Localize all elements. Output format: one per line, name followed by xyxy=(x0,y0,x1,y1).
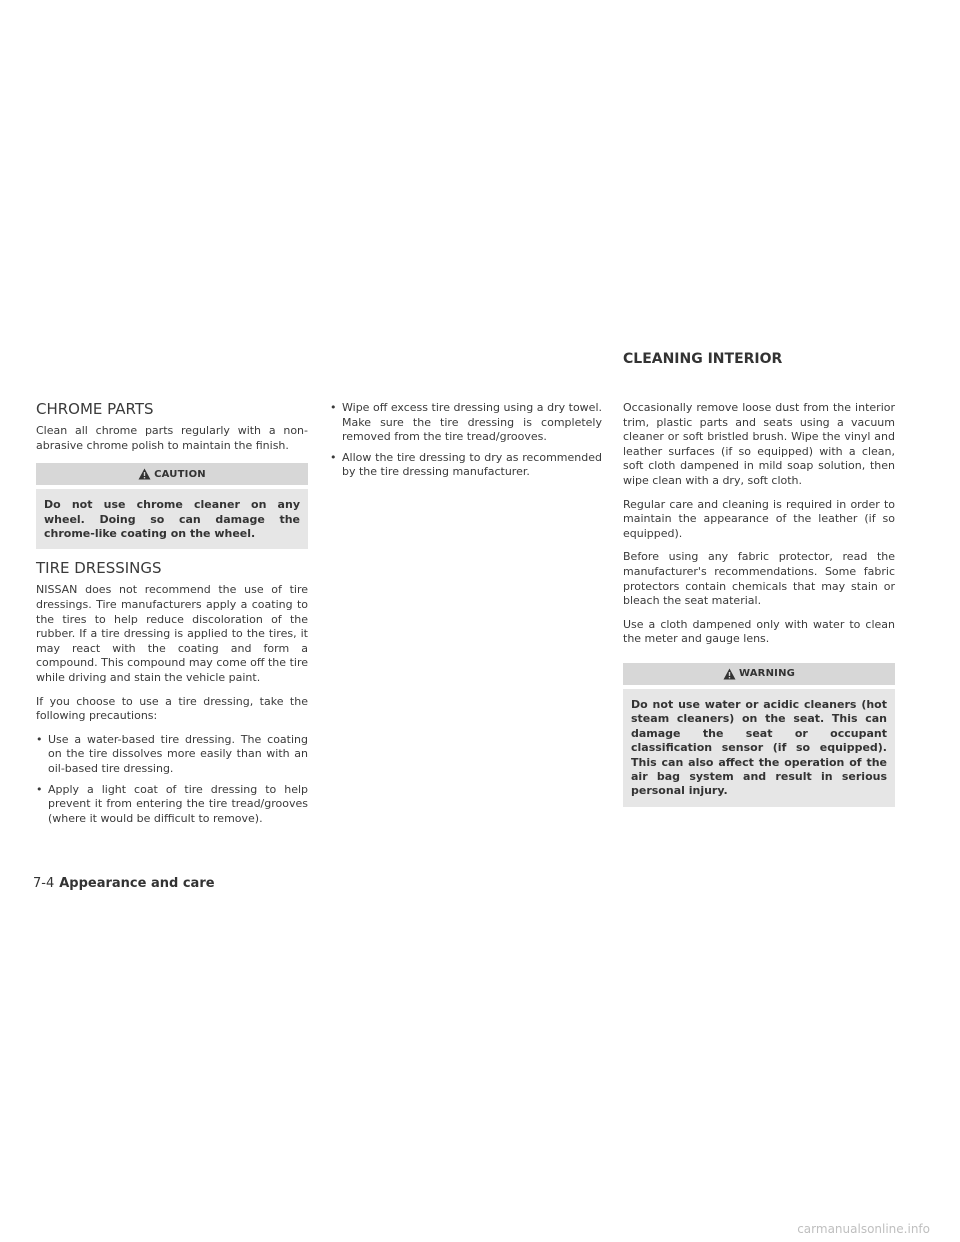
bullet-mark: • xyxy=(36,732,43,746)
warning-box xyxy=(623,663,895,807)
interior-paragraph-1: Occasionally remove loose dust from the interior trim, plastic parts and seats using a vacuum cleaner or soft bristled brush. Wipe the vinyl and leather surfaces (if so equipped) with a clean, soft cloth dampened in mild soap solution, then wipe clean with a dry, soft cloth. xyxy=(623,401,895,487)
warning-triangle-icon xyxy=(138,468,151,480)
interior-paragraph-3: Before using any fabric protector, read the manufacturer's recommendations. Some fabric protectors contain chemicals that may stain or bleach the seat material. xyxy=(623,550,895,608)
warning-text: Do not use water or acidic cleaners (hot steam cleaners) on the seat. This can damage the seat or occupant classification sensor (if so equipped). This can also affect the operation of the air bag system and result in serious personal injury. xyxy=(623,689,895,807)
tire-dressings-paragraph-2: If you choose to use a tire dressing, take the following precautions: xyxy=(36,694,308,723)
interior-paragraph-4: Use a cloth dampened only with water to clean the meter and gauge lens. xyxy=(623,617,895,646)
list-item: • Apply a light coat of tire dressing to help prevent it from entering the tire tread/grooves (where it would be difficult to remove). xyxy=(36,782,308,825)
warning-header xyxy=(623,663,895,685)
column-left xyxy=(36,400,308,832)
tire-dressings-heading: TIRE DRESSINGS xyxy=(36,559,162,578)
column-right xyxy=(623,401,895,817)
interior-paragraph-2: Regular care and cleaning is required in order to maintain the appearance of the leather (if so equipped). xyxy=(623,497,895,540)
caution-label: CAUTION xyxy=(154,468,206,480)
caution-header xyxy=(36,463,308,485)
list-item: • Wipe off excess tire dressing using a dry towel. Make sure the tire dressing is completely removed from the tire tread/grooves. xyxy=(330,401,602,444)
chrome-parts-intro: Clean all chrome parts regularly with a non-abrasive chrome polish to maintain the finish. xyxy=(36,424,308,452)
precautions-list-1 xyxy=(36,733,308,827)
chrome-parts-heading: CHROME PARTS xyxy=(36,400,154,418)
watermark: carmanualsonline.info xyxy=(797,1222,930,1236)
section-title: CLEANING INTERIOR xyxy=(623,351,783,367)
precautions-list-2 xyxy=(330,401,602,480)
bullet-mark: • xyxy=(36,782,43,796)
page-footer xyxy=(33,876,215,891)
chapter-title: Appearance and care xyxy=(59,876,215,891)
column-middle xyxy=(330,401,602,486)
bullet-mark: • xyxy=(330,450,337,464)
caution-box xyxy=(36,463,308,549)
caution-text: Do not use chrome cleaner on any wheel. Doing so can damage the chrome-like coating on the wheel. xyxy=(36,489,308,549)
bullet-mark: • xyxy=(330,401,337,414)
list-item: • Allow the tire dressing to dry as recommended by the tire dressing manufacturer. xyxy=(330,450,602,479)
warning-triangle-icon xyxy=(723,668,736,680)
warning-label: WARNING xyxy=(738,668,796,680)
page-number: 7-4 xyxy=(33,876,55,891)
list-item: • Use a water-based tire dressing. The coating on the tire dissolves more easily than with an oil-based tire dressing. xyxy=(36,732,308,775)
tire-dressings-paragraph-1: NISSAN does not recommend the use of tire dressings. Tire manufacturers apply a coating to the tires to help reduce discoloration of the rubber. If a tire dressing is applied to the tires, it may react with the coating and form a compound. This compound may come off the tire while driving and stain the vehicle paint. xyxy=(36,583,308,684)
